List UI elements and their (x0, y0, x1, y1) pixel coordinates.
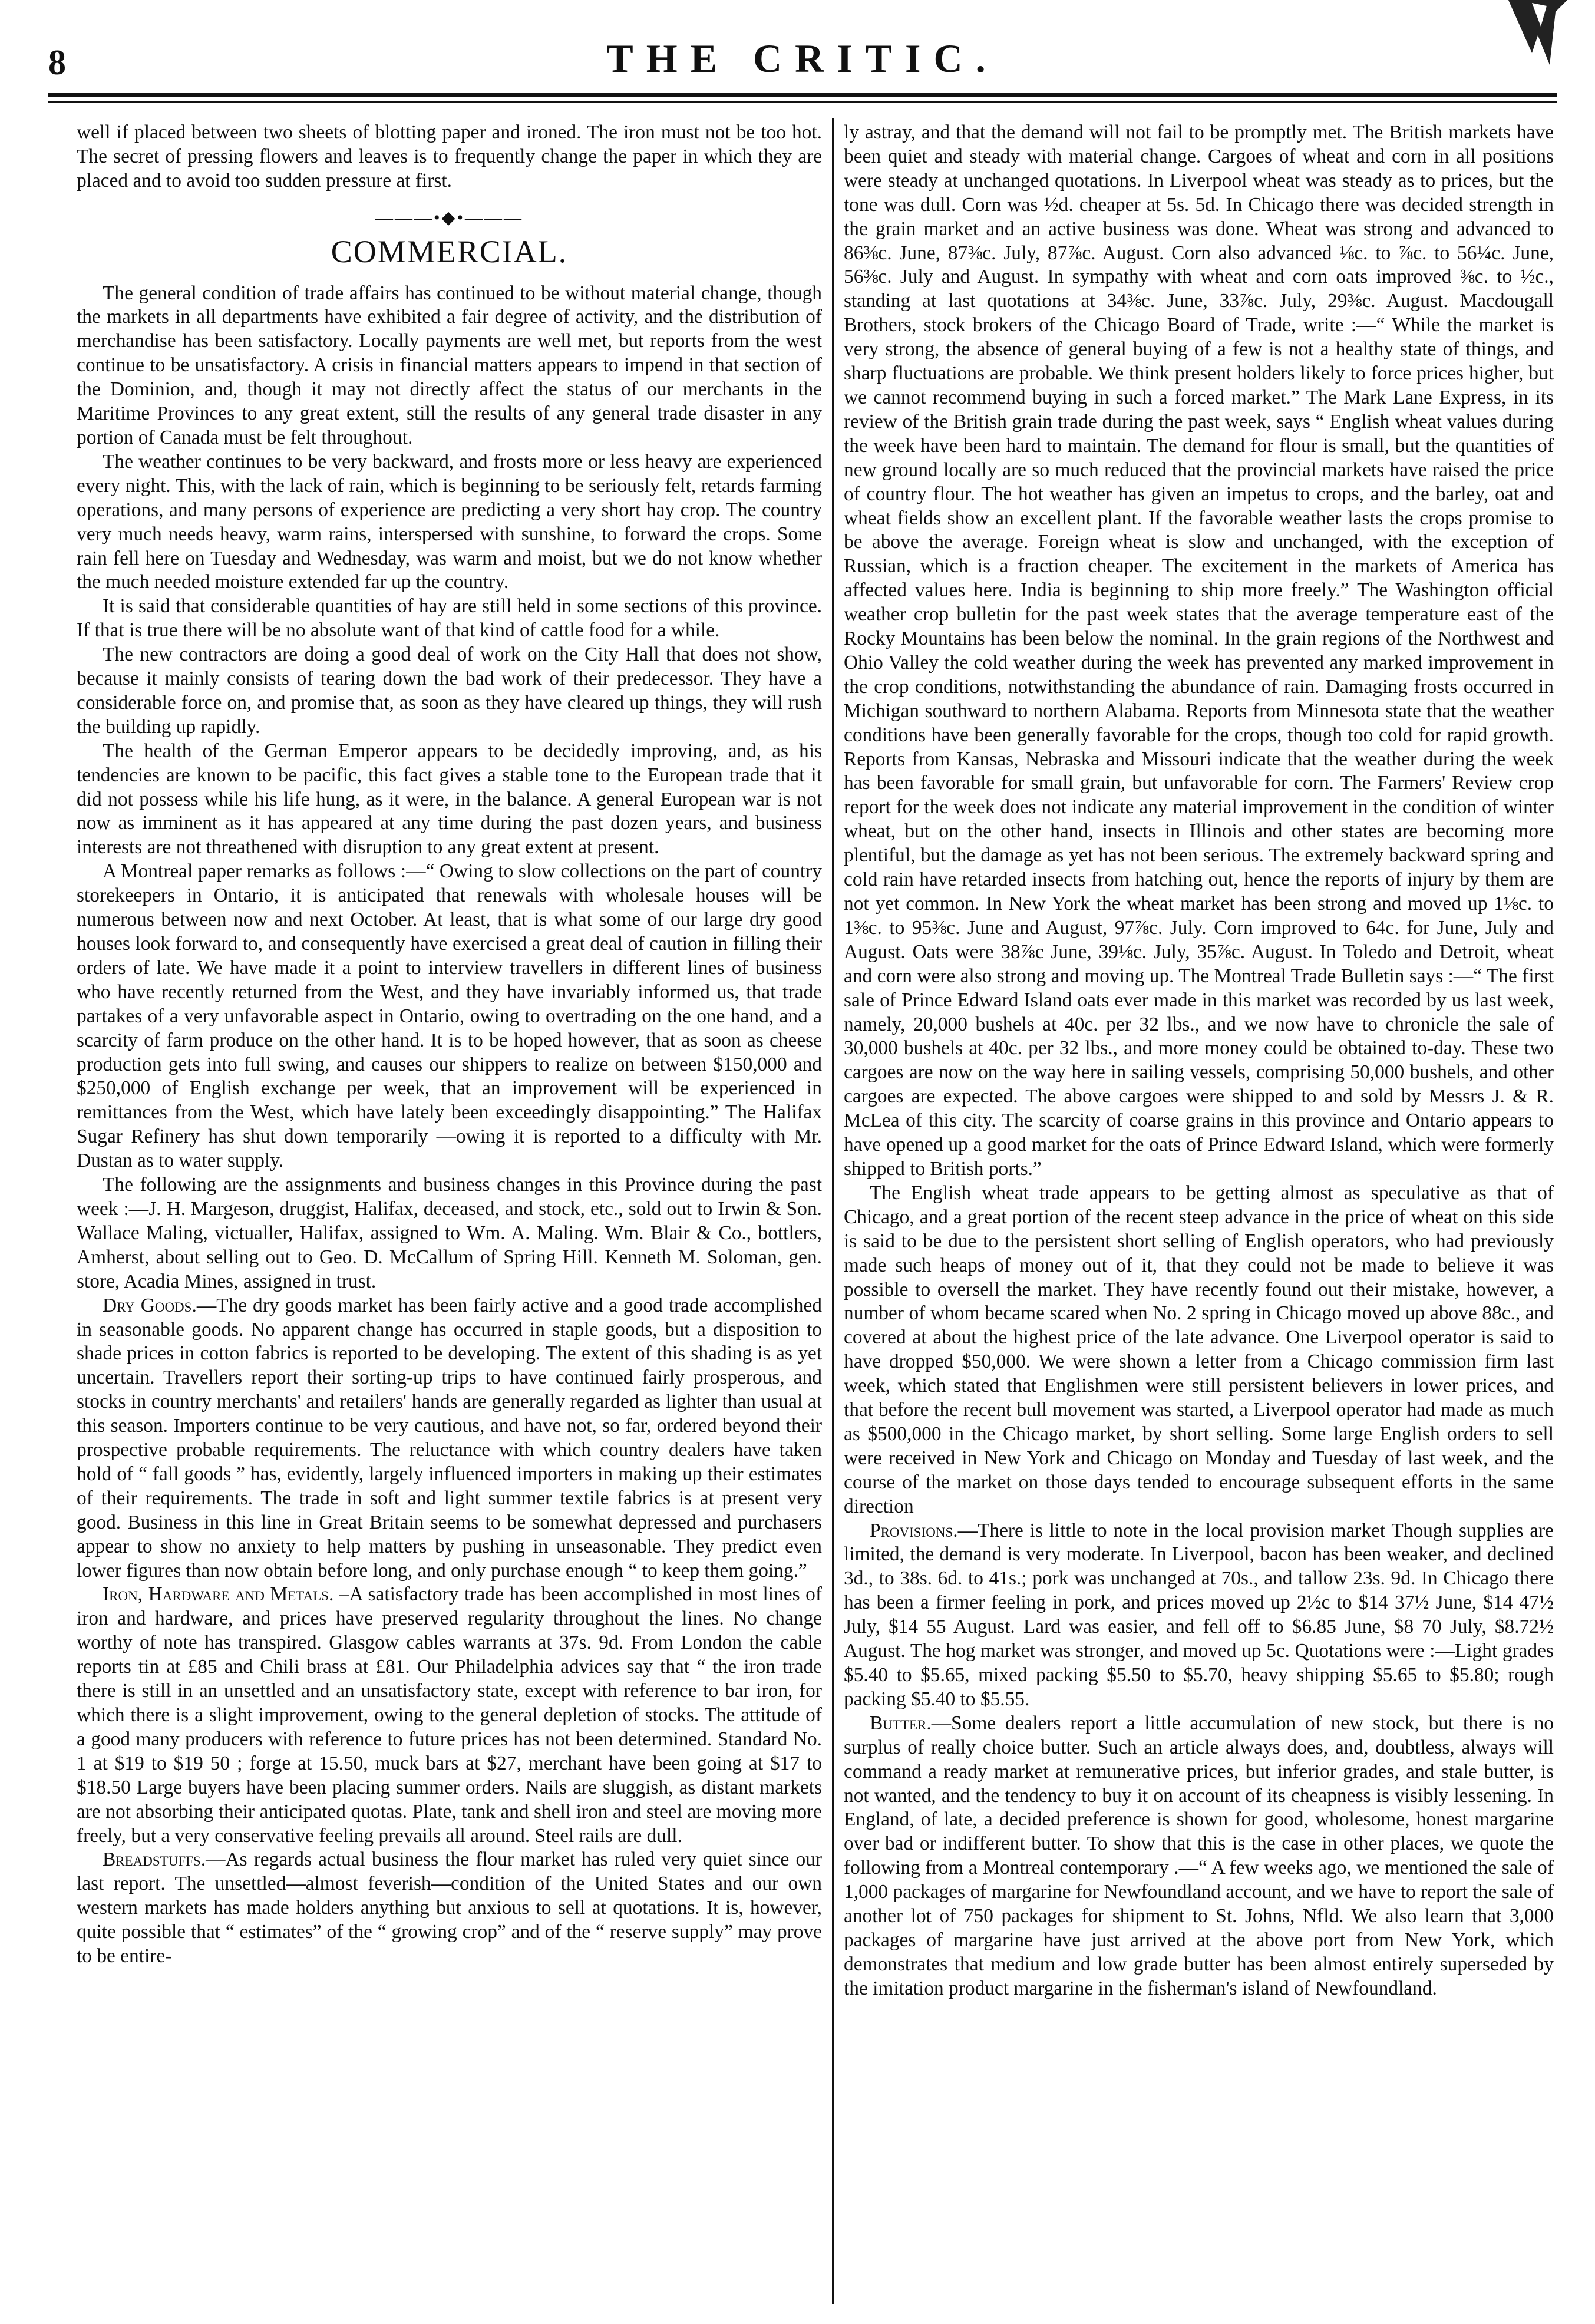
iron-text: –A satisfactory trade has been accomplished in most lines of iron and hardware, and prices have preserved regularity throughout the lines. No change worthy of note has transpired. Glasgow cables warrants at 37s. 9d. From London the cable reports tin at £85 and Chili brass at £81. Our Philadelphia advices say that “ the iron trade there is still in an unsettled and an unsatisfactory state, except with reference to bar iron, for which there is a slight improvement, owing to the general depletion of stocks. The attitude of a good many producers with reference to future prices has not been determined. Standard No. 1 at $19 to $19 50 ; forge at 15.50, muck bars at $27, merchant have been going at $17 to $18.50 Large buyers have been placing summer orders. Nails are sluggish, as distant markets are not absorbing their anticipated quotas. Plate, tank and shell iron and steel are moving more freely, but a very conservative feeling prevails all around. Steel rails are dull. (77, 1583, 822, 1847)
paragraph-butter (844, 1712, 1554, 2001)
paragraph-assignments: The following are the assignments and business changes in this Province during the past week :—J. H. Margeson, druggist, Halifax, deceased, and stock, etc., sold out to Irwin & Son. Wallace Maling, victualler, Halifax, assigned to Wm. A. Maling. Wm. Blair & Co., bottlers, Amherst, about selling out to Geo. D. McCallum of Spring Hill. Kenneth M. Soloman, gen. store, Acadia Mines, assigned in trust. (77, 1174, 822, 1292)
paragraph-hay: It is said that considerable quantities of hay are still held in some sections of this province. If that is true there will be no absolute want of that kind of cattle food for a while. (77, 595, 822, 642)
column-divider (832, 118, 834, 2304)
paragraph-montreal-paper: A Montreal paper remarks as follows :—“ Owing to slow collections on the part of country storekeepers in Ontario, it is anticipated that renewals with wholesale houses will be numerous between now and next October. At least, that is what some of our large dry good houses look forward to, and consequently have exercised a great deal of caution in filling their orders of late. We have made it a point to interview travellers in different lines of business who have recently returned from the West, and they have invariably informed us, that trade partakes of a very unfavorable aspect in Ontario, owing to overtrading on the one hand, and a scarcity of farm produce on the other hand. It is to be hoped however, that as soon as cheese production gets into full swing, and causes our shippers to realize on between $150,000 and $250,000 of English exchange per week, that an improvement will be experienced in remittances from the West, which have lately been exceedingly disappointing.” The Halifax Sugar Refinery has shut down temporarily —owing it is reported to a difficulty with Mr. Dustan as to water supply. (77, 860, 822, 1172)
butter-heading: Butter. (870, 1712, 932, 1734)
paragraph-iron (77, 1583, 822, 1848)
paragraph-english-wheat: The English wheat trade appears to be getting almost as speculative as that of Chicago, and a great portion of the recent steep advance in the price of wheat on this side is said to be due to the persistent short selling of English operators, who had previously made such heaps of money out of it, that they could not be made to believe it was possible to oversell the market. They have recently found out their mistake, however, a number of whom became scared when No. 2 spring in Chicago moved up above 88c., and covered at about the highest price of the late advance. One Liverpool operator is said to have dropped $50,000. We were shown a letter from a Chicago commission firm last week, which stated that Englishmen were still persistent believers in lower prices, and that before the recent bull movement was started, a Liverpool operator had made as much as $500,000 in the Chicago market, by short selling. Some large English orders to sell were received in New York and Chicago on Monday and Tuesday of last week, and the course of the market on those days tended to encourage subsequent efforts in the same direction (844, 1181, 1554, 1517)
breadstuffs-text: —As regards actual business the flour market has ruled very quiet since our last report. The unsettled—almost feverish—condition of the United States and our own western markets has made holders anything but anxious to sell at quotations. It is, however, quite possible that “ estimates” of the “ growing crop” and of the “ reserve supply” may prove to be entire- (77, 1848, 822, 1968)
left-column (77, 121, 822, 2301)
paragraph-trade-condition: The general condition of trade affairs has continued to be without material change, though the markets in all departments have exhibited a fair degree of activity, and the distribution of merchandise has been satisfactory. Locally payments are well met, but reports from the west continue to be unsatisfactory. A crisis in financial matters appears to impend in that section of the Dominion, and, though it may not directly affect the status of our merchants in the Maritime Provinces to any great extent, still the results of any general trade disaster in any portion of Canada must be felt throughout. (77, 282, 822, 448)
provisions-heading: Provisions. (870, 1519, 958, 1541)
paragraph-breadstuffs (77, 1848, 822, 1969)
paragraph-weather: The weather continues to be very backward, and frosts more or less heavy are experienced every night. This, with the lack of rain, which is beginning to be seriously felt, retards farming operations, and many persons of experience are predicting a very short hay crop. The country very much needs heavy, warm rains, interspersed with sunshine, to forward the crops. Some rain fell here on Tuesday and Wednesday, was warm and moist, but we do not know whether the much needed moisture extended far up the country. (77, 450, 822, 593)
dry-goods-text: —The dry goods market has been fairly active and a good trade accomplished in seasonable goods. No apparent change has occurred in staple goods, but a disposition to shade prices in cotton fabrics is reported to be developing. The extent of this shading is as yet uncertain. Travellers report their sorting-up trips to have continued fairly prosperous, and stocks in country merchants' and retailers' hands are generally regarded as lighter than usual at this season. Importers continue to be very cautious, and have not, so far, ordered beyond their prospective probable requirements. The reluctance with which country dealers have taken hold of “ fall goods ” has, evidently, largely influenced importers in making up their estimates of their requirements. The trade in soft and light summer textile fabrics is at present very good. Business in this line in Great Britain seems to be somewhat depressed and purchasers appear to show no anxiety to help matters by pushing in unseasonable. They predict even lower figures than now obtain before long, and only purchase enough “ to keep them going.” (77, 1294, 822, 1582)
right-column (844, 121, 1554, 2301)
dry-goods-heading: Dry Goods. (103, 1294, 197, 1316)
section-title-commercial: COMMERCIAL. (331, 233, 568, 269)
paragraph-dry-goods (77, 1294, 822, 1583)
masthead-title: THE CRITIC. (606, 36, 999, 81)
corner-stamp-icon (1497, 0, 1579, 71)
butter-text: —Some dealers report a little accumulation of new stock, but there is no surplus of really choice butter. Such an article always does, and, doubtless, always will command a ready market at remunerative prices, but inferior grades, and stale butter, is not wanted, and the tendency to buy it on account of its cheapness is visibly lessening. In England, of late, a decided preference is shown for good, wholesome, honest margarine over bad or indifferent butter. To show that this is the case in other places, we quote the following from a Montreal contemporary .—“ A few weeks ago, we mentioned the sale of 1,000 packages of margarine for Newfoundland account, and we have to report the sale of another lot of 750 packages for shipment to St. Johns, Nfld. We also learn that 3,000 packages of margarine have just arrived at the above port from New York, which demonstrates that medium and low grade butter has been almost entirely superseded by the imitation product margarine in the fisherman's island of Newfoundland. (844, 1712, 1554, 1999)
breadstuffs-heading: Breadstuffs. (103, 1848, 206, 1871)
iron-heading: Iron, Hardware and Metals. (103, 1583, 334, 1606)
ornament-divider: ———•◆•——— (375, 207, 524, 227)
opening-paragraph: well if placed between two sheets of blotting paper and ironed. The iron must not be too hot. The secret of pressing flowers and leaves is to frequently change the paper in which they are placed and to avoid too sudden pressure at first. (77, 121, 822, 192)
paragraph-grain-markets: ly astray, and that the demand will not fail to be promptly met. The British markets have been quiet and steady with material change. Cargoes of wheat and corn in all positions were steady at unchanged quotations. In Liverpool wheat was steady as to prices, but the tone was dull. Corn was ½d. cheaper at 5s. 5d. In Chicago there was decided strength in the grain market and an active business was done. Wheat was strong and advanced to 86⅜c. June, 87⅜c. July, 87⅞c. August. Corn also advanced ⅛c. to ⅞c. to 56¼c. June, 56⅜c. July and August. In sympathy with wheat and corn oats improved ⅜c. to ½c., standing at last quotations at 34⅜c. June, 33⅞c. July, 29⅜c. August. Macdougall Brothers, stock brokers of the Chicago Board of Trade, write :—“ While the market is very strong, the absence of general buying of a few is not a healthy state of things, and sharp fluctuations are probable. We think present holders likely to force prices higher, but we cannot recommend buying in such a forced market.” The Mark Lane Express, in its review of the British grain trade during the past week, says “ English wheat values during the week have been hard to maintain. The demand for flour is small, but the quantities of new ground locally are so much reduced that the provincial markets have raised the price of country flour. The hot weather has given an impetus to crops, and the barley, oat and wheat fields show an excellent plant. If the favorable weather lasts the crops promise to be above the average. Foreign wheat is slow and unchanged, with the exception of Russian, which is a fraction cheaper. The excitement in the markets of America has affected values here. India is beginning to ship more freely.” The Washington official weather crop bulletin for the past week states that the average temperature east of the Rocky Mountains has been below the nominal. In the grain regions of the Northwest and Ohio Valley the cold weather during the week has prevented any marked improvement in the crop conditions, notwithstanding the abundance of rain. Damaging frosts occurred in Michigan southward to northern Alabama. Reports from Minnesota state that the weather conditions have been generally favorable for the crops, though too cold for rapid growth. Reports from Kansas, Nebraska and Missouri indicate that the weather during the week has been favorable for small grain, but unfavorable for corn. The Farmers' Review crop report for the week does not indicate any material improvement in the condition of winter wheat, but on the other hand, insects in Illinois and other states are becoming more plentiful, but the damage as yet has not been serious. The extremely backward spring and cold rain have retarded insects from hatching out, hence the reports of injury by them are not yet common. In New York the wheat market has been strong and moved up 1⅛c. to 1⅜c. to 95⅜c. June and August, 97⅞c. July. Corn improved to 64c. for June, July and August. Oats were 38⅞c June, 39⅛c. July, 35⅞c. August. In Toledo and Detroit, wheat and corn were also strong and moving up. The Montreal Trade Bulletin says :—“ The first sale of Prince Edward Island oats ever made in this market was recorded by us last week, namely, 20,000 bushels at 40c. per 32 lbs., and we now have to chronicle the sale of 30,000 bushels at 40c. per 32 lbs., and more money could be obtained to-day. These two cargoes are now on the way here in sailing vessels, comprising 50,000 bushels, and other cargoes are expected. The above cargoes were shipped to and sold by Messrs J. & R. McLea of this city. The scarcity of coarse grains in this province and Ontario appears to have opened up a good market for the oats of Prince Edward Island, which were formerly shipped to British ports.” (844, 121, 1554, 1180)
header-rule (48, 93, 1557, 97)
paragraph-german-emperor: The health of the German Emperor appears to be decidedly improving, and, as his tendencies are known to be pacific, this fact gives a stable tone to the European trade that it did not possess while his life hung, as it were, in the balance. A general European war is not now as imminent as it has appeared at any time during the past dozen years, and business interests are not threathened with disruption to any great extent at present. (77, 740, 822, 859)
page-number: 8 (48, 43, 66, 82)
header-rule-thin (48, 101, 1557, 103)
provisions-text: —There is little to note in the local provision market Though supplies are limited, the demand is very moderate. In Liverpool, bacon has been weaker, and declined 3d., to 38s. 6d. to 41s.; pork was unchanged at 70s., and tallow 23s. 9d. In Chicago there has been a firmer feeling in pork, and prices moved up 2½c to $14 37½ June, $14 47½ July, $14 55 August. Lard was easier, and fell off to $6.85 June, $8 70 July, $8.72½ August. The hog market was stronger, and moved up 5c. Quotations were :—Light grades $5.40 to $5.65, mixed packing $5.50 to $5.70, heavy shipping $5.65 to $5.80; rough packing $5.40 to $5.55. (844, 1519, 1554, 1710)
paragraph-provisions (844, 1519, 1554, 1712)
page-header (48, 35, 1557, 88)
paragraph-city-hall: The new contractors are doing a good deal of work on the City Hall that does not show, because it mainly consists of tearing down the bad work of their predecessor. They have a considerable force on, and promise that, as soon as they have cleared up things, they will rush the building up rapidly. (77, 643, 822, 738)
